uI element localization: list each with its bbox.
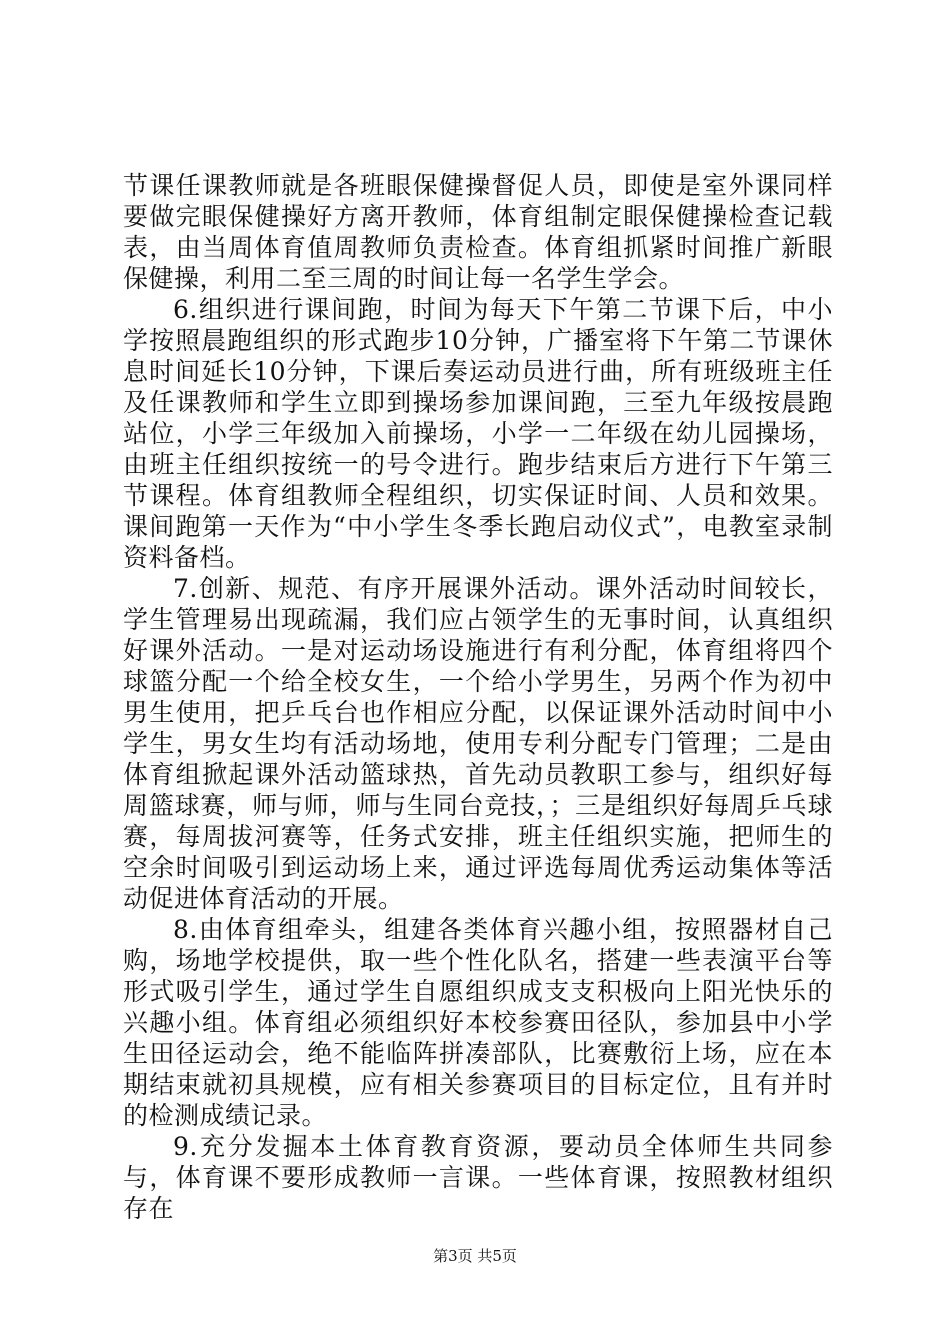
paragraph-item-6: 6.组织进行课间跑，时间为每天下午第二节课下后，中小学按照晨跑组织的形式跑步10分钟，广播室将下午第二节课休息时间延长10分钟，下课后奏运动员进行曲，所有班级班主任及任课教师和学生立即到操场参加课间跑，三至九年级按晨跑站位，小学三年级加入前操场，小学一二年级在幼儿园操场，由班主任组织按统一的号令进行。跑步结束后方进行下午第三节课程。体育组教师全程组织，切实保证时间、人员和效果。课间跑第一天作为“中小学生冬季长跑启动仪式”，电教室录制资料备档。 [123,295,833,572]
paragraph-continuation: 节课任课教师就是各班眼保健操督促人员，即使是室外课同样要做完眼保健操好方离开教师，体育组制定眼保健操检查记载表，由当周体育值周教师负责检查。体育组抓紧时间推广新眼保健操，利用二至三周的时间让每一名学生学会。 [123,171,833,293]
document-body [123,170,833,1224]
paragraph-item-8: 8.由体育组牵头，组建各类体育兴趣小组，按照器材自己购，场地学校提供，取一些个性化队名，搭建一些表演平台等形式吸引学生，通过学生自愿组织成支支积极向上阳光快乐的兴趣小组。体育组必须组织好本校参赛田径队，参加县中小学生田径运动会，绝不能临阵拼凑部队，比赛敷衍上场，应在本期结束就初具规模，应有相关参赛项目的目标定位，且有并时的检测成绩记录。 [123,915,833,1130]
page-number-footer: 第3页 共5页 [433,1247,517,1265]
paragraph-item-9: 9.充分发掘本土体育教育资源，要动员全体师生共同参与，体育课不要形成教师一言课。一些体育课，按照教材组织存在 [123,1132,833,1223]
paragraph-item-7: 7.创新、规范、有序开展课外活动。课外活动时间较长，学生管理易出现疏漏，我们应占领学生的无事时间，认真组织好课外活动。一是对运动场设施进行有利分配，体育组将四个球篮分配一个给全校女生，一个给小学男生，另两个作为初中男生使用，把乒乓台也作相应分配，以保证课外活动时间中小学生，男女生均有活动场地，使用专利分配专门管理；二是由体育组掀起课外活动篮球热，首先动员教职工参与，组织好每周篮球赛，师与师，师与生同台竞技，；三是组织好每周乒乓球赛，每周拔河赛等，任务式安排，班主任组织实施，把师生的空余时间吸引到运动场上来，通过评选每周优秀运动集体等活动促进体育活动的开展。 [123,574,833,913]
